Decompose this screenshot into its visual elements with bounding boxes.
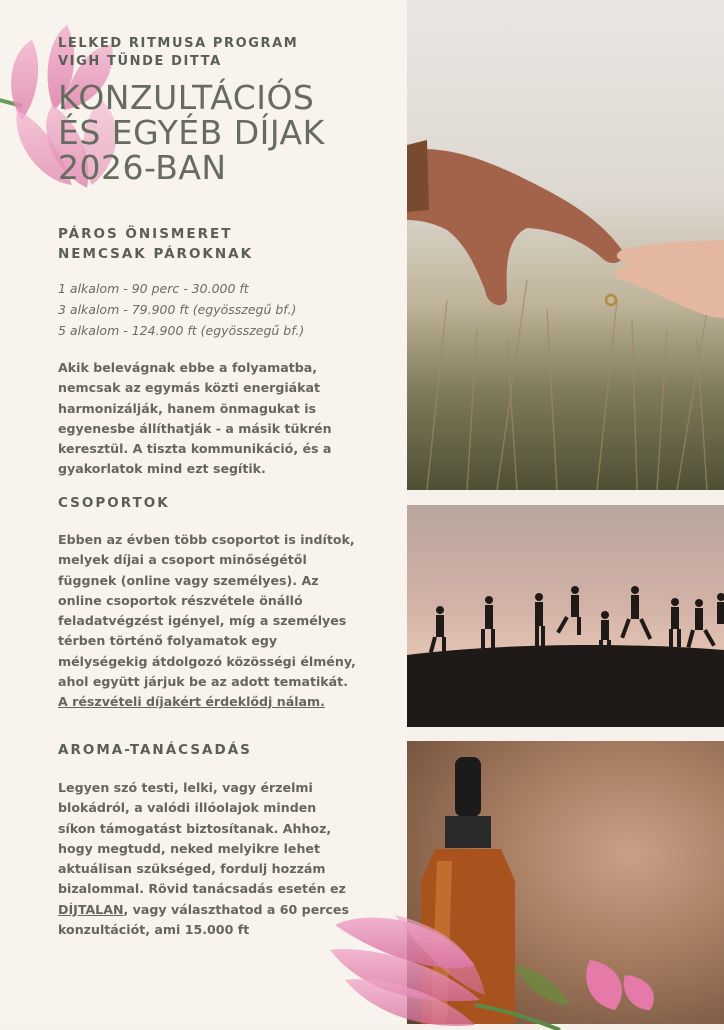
price-list	[58, 278, 304, 341]
section2-text	[58, 530, 358, 713]
price-item: 3 alkalom - 79.900 ft (egyösszegű bf.)	[58, 302, 297, 317]
title-line-1: KONZULTÁCIÓS	[58, 78, 315, 117]
title-line-2: ÉS EGYÉB DÍJAK	[58, 113, 325, 152]
price-item: 5 alkalom - 124.900 ft (egyösszegű bf.)	[58, 323, 305, 338]
inquiry-link[interactable]: A részvételi díjakért érdeklődj nálam.	[58, 694, 325, 710]
heading-line-2: NEMCSAK PÁROKNAK	[58, 246, 254, 262]
program-name	[58, 35, 298, 71]
section-heading-aroma: AROMA-TANÁCSADÁS	[58, 742, 252, 758]
program-line: LELKED RITMUSA PROGRAM	[58, 36, 299, 51]
price-item: 1 alkalom - 90 perc - 30.000 ft	[58, 281, 249, 296]
people-jumping-silhouette-icon	[407, 505, 724, 727]
hands-photo	[407, 0, 724, 490]
section3-body-end: , vagy választhatod a 60 perces konzultációt, ami 15.000 ft	[58, 901, 349, 938]
page-title	[58, 80, 398, 185]
section3-text	[58, 778, 358, 940]
section1-text: Akik belevágnak ebbe a folyamatba, nemcsak az egymás közti energiákat harmonizálják, hanem önmagukat is egyenesbe állíthatják - a másik tükrén keresztül. A tiszta kommunikáció, és a gyakorlatok mind ezt segítik.	[58, 360, 332, 477]
section-heading-paros	[58, 224, 253, 264]
heading-line-1: PÁROS ÖNISMERET	[58, 226, 233, 242]
jumping-people-photo	[407, 505, 724, 727]
title-line-3: 2026-BAN	[58, 148, 227, 187]
section-heading-csoportok: CSOPORTOK	[58, 495, 170, 511]
section3-body: Legyen szó testi, lelki, vagy érzelmi blokádról, a valódi illóolajok minden síkon támogatást biztosítanak. Ahhoz, hogy megtudd, neked melyikre lehet aktuálisan szükséged, fordulj hozzám bizalommal. Rövid tanácsadás esetén ez	[58, 780, 346, 897]
free-highlight: DÍJTALAN	[58, 901, 124, 917]
author-line: VIGH TÜNDE DITTA	[58, 54, 222, 69]
section2-body: Ebben az évben több csoportot is indítok, melyek díjai a csoport minőségétől függnek (online vagy személyes). Az online csoportok részvétele önálló feladatvégzést igényel, míg a személyes térben történő folyamatok egy mélységekig átdolgozó közösségi élmény, ahol együtt járjuk be az adott tematikát.	[58, 532, 356, 690]
hands-reaching-icon	[407, 0, 724, 490]
lotus-flower-bottom-icon	[325, 905, 685, 1030]
